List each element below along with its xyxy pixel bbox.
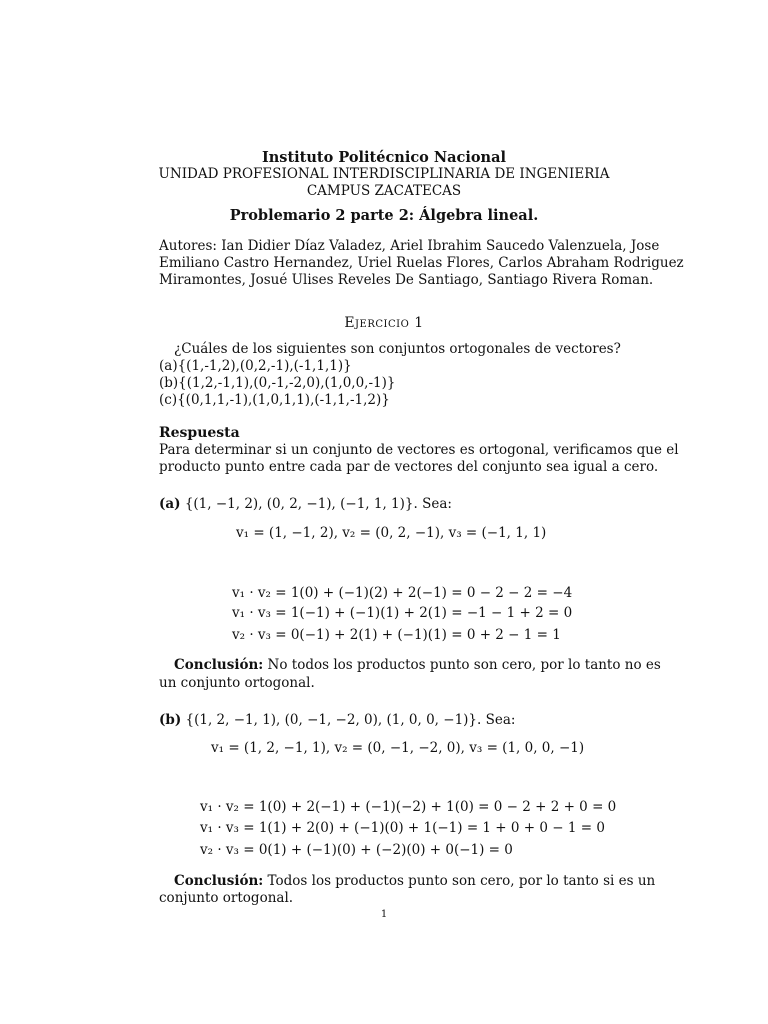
institution-name: Instituto Politécnico Nacional — [261, 149, 506, 166]
part-b-sea: Sea: — [485, 712, 516, 728]
part-a-conclusion-line-2: un conjunto ortogonal. — [159, 675, 315, 691]
part-a-conclusion-label: Conclusión: — [174, 657, 264, 673]
exercise-option-c: (c){(0,1,1,-1),(1,0,1,1),(-1,1,-1,2)} — [159, 392, 390, 408]
exercise-question: ¿Cuáles de los siguientes son conjuntos ortogonales de vectores? — [174, 341, 621, 357]
part-a-vectors: v₁ = (1, −1, 2), v₂ = (0, 2, −1), v₃ = (−1, 1, 1) — [236, 525, 547, 541]
part-b-product-1: v₁ · v₂ = 1(0) + 2(−1) + (−1)(−2) + 1(0) = 0 − 2 + 2 + 0 = 0 — [200, 799, 617, 815]
exercise-option-a: (a){(1,-1,2),(0,2,-1),(-1,1,1)} — [159, 358, 352, 374]
answer-intro-line-2: producto punto entre cada par de vectores del conjunto sea igual a cero. — [159, 459, 659, 475]
authors-line-3: Miramontes, Josué Ulises Reveles De Santiago, Santiago Rivera Roman. — [159, 272, 654, 288]
exercise-option-b: (b){(1,2,-1,1),(0,-1,-2,0),(1,0,0,-1)} — [159, 375, 396, 391]
part-b-vectors: v₁ = (1, 2, −1, 1), v₂ = (0, −1, −2, 0), v₃ = (1, 0, 0, −1) — [211, 740, 585, 756]
part-b-conclusion-text: Todos los productos punto son cero, por lo tanto si es un — [263, 873, 656, 889]
part-b-set: {(1, 2, −1, 1), (0, −1, −2, 0), (1, 0, 0, −1)}. — [185, 712, 482, 728]
part-a-set: {(1, −1, 2), (0, 2, −1), (−1, 1, 1)}. — [184, 496, 418, 512]
authors-line-2: Emiliano Castro Hernandez, Uriel Ruelas Flores, Carlos Abraham Rodriguez — [159, 255, 684, 271]
part-a-label: (a) — [159, 496, 181, 512]
part-b-conclusion-line-1 — [174, 873, 655, 890]
part-b-conclusion-line-2: conjunto ortogonal. — [159, 890, 294, 906]
part-a-product-2: v₁ · v₃ = 1(−1) + (−1)(1) + 2(1) = −1 − 1 + 2 = 0 — [232, 605, 573, 621]
campus-name: CAMPUS ZACATECAS — [306, 183, 462, 199]
part-b-product-3: v₂ · v₃ = 0(1) + (−1)(0) + (−2)(0) + 0(−1) = 0 — [200, 842, 513, 858]
part-b-header — [159, 712, 515, 729]
page-number: 1 — [380, 909, 388, 920]
part-b-product-2: v₁ · v₃ = 1(1) + 2(0) + (−1)(0) + 1(−1) = 1 + 0 + 0 − 1 = 0 — [200, 820, 605, 836]
part-a-product-1: v₁ · v₂ = 1(0) + (−1)(2) + 2(−1) = 0 − 2 − 2 = −4 — [232, 585, 573, 601]
document-title: Problemario 2 parte 2: Álgebra lineal. — [229, 207, 539, 224]
part-b-label: (b) — [159, 712, 182, 728]
unit-name: UNIDAD PROFESIONAL INTERDISCIPLINARIA DE INGENIERIA — [158, 166, 610, 182]
part-b-conclusion-label: Conclusión: — [174, 873, 264, 889]
part-a-sea: Sea: — [422, 496, 452, 512]
part-a-header — [159, 496, 452, 513]
part-a-product-3: v₂ · v₃ = 0(−1) + 2(1) + (−1)(1) = 0 + 2 − 1 = 1 — [232, 627, 561, 643]
part-a-conclusion-line-1 — [174, 657, 661, 674]
authors-line-1: Autores: Ian Didier Díaz Valadez, Ariel Ibrahim Saucedo Valenzuela, Jose — [159, 238, 660, 254]
part-a-conclusion-text: No todos los productos punto son cero, por lo tanto no es — [263, 657, 661, 673]
exercise-heading: Ejercicio 1 — [344, 315, 424, 331]
answer-heading: Respuesta — [159, 425, 240, 441]
answer-intro-line-1: Para determinar si un conjunto de vectores es ortogonal, verificamos que el — [159, 442, 679, 458]
